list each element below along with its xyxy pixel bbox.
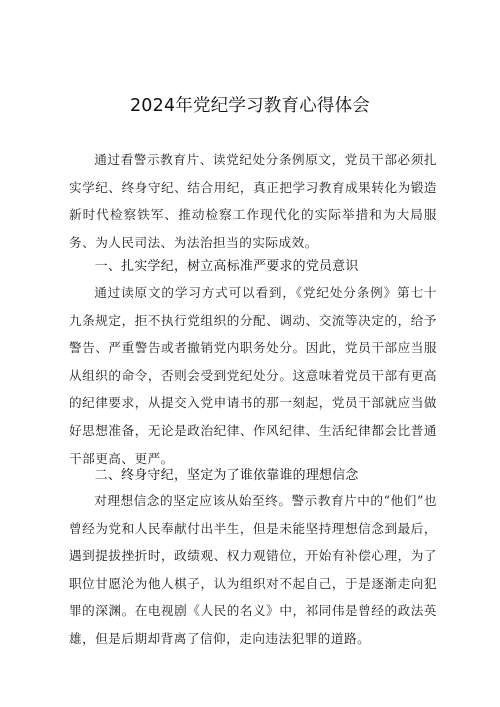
document-title: 2024年党纪学习教育心得体会 [129,96,371,116]
section-1-paragraph: 通过读原文的学习方式可以看到，《党纪处分条例》第七十九条规定，拒不执行党组织的分配、调动、交流等决定的，给予警告、严重警告或者撤销党内职务处分。因此，党员干部应当服从组织的命令，否则会受到党纪处分。这意味着党员干部有更高的纪律要求，从提交入党申请书的那一刻起，党员干部就应当做好思想准备，无论是政治纪律、作风纪律、生活纪律都会比普通干部更高、更严。 [69,285,437,466]
section-heading-1: 一、扎实学纪，树立高标准严要求的党员意识 [94,259,359,274]
intro-paragraph: 通过看警示教育片、读党纪处分条例原文，党员干部必须扎实学纪、终身守纪、结合用纪，真正把学习教育成果转化为锻造新时代检察铁军、推动检察工作现代化的实际举措和为大局服务、为人民司法、为法治担当的实际成效。 [69,152,437,250]
section-2-paragraph: 对理想信念的坚定应该从始至终。警示教育片中的“他们”也曾经为党和人民奉献付出半生，但是未能坚持理想信念到最后，遇到提拔挫折时，政绩观、权力观错位，开始有补偿心理，为了职位甘愿沦为他人棋子，认为组织对不起自己，于是逐渐走向犯罪的深渊。在电视剧《人民的名义》中，祁同伟是曾经的政法英雄，但是后期却背离了信仰，走向违法犯罪的道路。 [69,493,437,646]
section-heading-2: 二、终身守纪，坚定为了谁依靠谁的理想信念 [94,468,359,483]
